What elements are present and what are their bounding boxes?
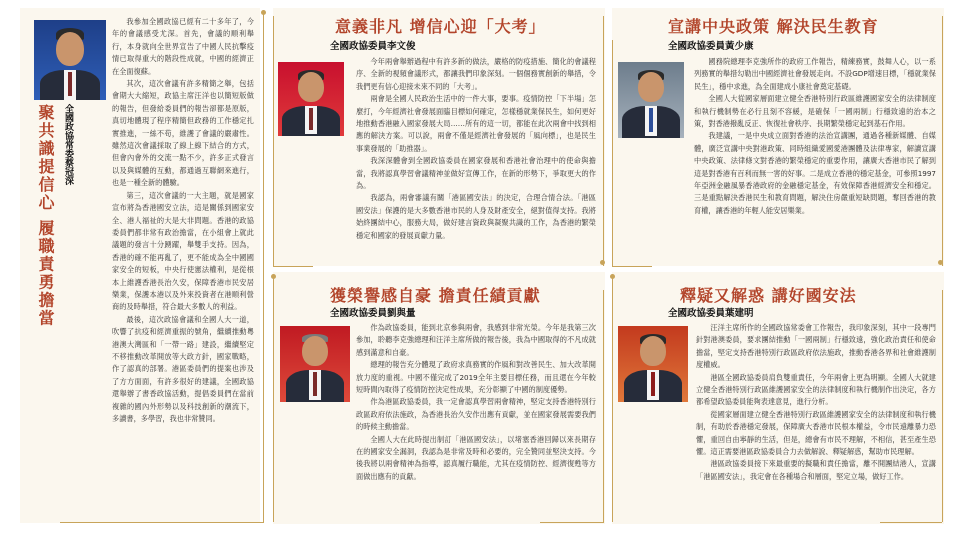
paragraph: 我參加全國政協已經有二十多年了，今年的會議感受尤深。首先，會議的順利舉行，本身就向全世界宣告了中國人民抗擊疫情已取得重大的階段性成就，中國的經濟正在全面復蘇。 [112, 17, 254, 76]
paragraph: 第三，這次會議的一大主題，就是國家宣布將為香港國安立法，這是關係到國家安全、港人福祉的大是大非問題。香港的政協委員們都非常有政治擔當，在小組會上就此議題的發言十分踴躍，舉雙手支持。因為，香港的確不能再亂了，更不能成為全中國國家安全的短板，中央行使憲法權利，是從根本上維護香港長治久安，保障香港市民安居樂業，保護本港以及外來投資者在港順利營商的及時舉措，符合最大多數人的利益。 [112, 190, 254, 312]
article-body [356, 56, 596, 254]
column-2b-frame-right [603, 290, 604, 522]
paragraph: 全國人大在此時提出制訂「港區國安法」，以堵塞香港回歸以來長期存在的國家安全漏洞，我認為是非常及時和必要的，完全贊同並堅決支持。今後我將以兩會精神為指導，認真履行職能，尤其在疫情防控、經濟復甦等方面做出應有的貢獻。 [356, 434, 596, 481]
article-body [112, 16, 254, 516]
paragraph: 我深深體會到全國政協委員在國家發展和香港社會治理中的使命與擔當，我將認真學習會議精神並做好宣傳工作，在新的形勢下，爭取更大的作為。 [356, 156, 596, 191]
article-title: 釋疑又解惑 講好國安法 [680, 286, 857, 305]
author-byline: 全國政協委員劉與量 [330, 308, 416, 319]
paragraph: 最後，這次政協會議和全國人大一道，吹響了抗疫和經濟重振的號角，繼續推動粵港澳大灣區和「一帶一路」建設，繼續堅定不移推動改革開放等大政方針，國家戰略，作了認真的部署。港區委員們的提案也涉及了方方面面，有許多很好的建議，全國政協還舉辦了書香政協活動，提倡委員們在當前複雜的國內外形勢以及科技創新的潮流下，多讀書，多學習，我也非常贊同。 [112, 314, 254, 423]
column-2a-frame-left [273, 16, 274, 266]
author-byline: 全國政協委員李文俊 [330, 41, 416, 52]
column-2a-frame-bottom [273, 266, 313, 267]
column-2b-frame-bottom [540, 522, 604, 523]
paragraph: 我認為，兩會審議有關「港區國安法」的決定，合理合情合法。「港區國安法」保護的是大多數香港市民的人身及財產安全，絕對值得支持。我將始終團結中心，服務大局，做好建言資政與凝聚共識的工作，為香港的繁榮穩定和國家的發展貢獻力量。 [356, 193, 596, 240]
article-title: 宣講中央政策 解決民生教育 [668, 17, 879, 36]
portrait-photo [618, 326, 688, 402]
column-1-frame [263, 14, 264, 522]
paragraph: 全國人大從國家層面建立健全香港特別行政區維護國家安全的法律制度和執行機制勢在必行且刻不容緩，是確保「一國兩制」行穩致遠的治本之策，對香港撥亂反正、恢復社會秩序、長期繁榮穩定起到基石作用。 [694, 94, 936, 129]
column-3a-frame-right [942, 16, 943, 266]
column-3b-frame-bottom [880, 522, 942, 523]
ornament-dot [600, 260, 605, 265]
paragraph: 國務院總理李克強所作的政府工作報告，精練務實，鼓舞人心，以一系列務實的舉措勾勒出中國經濟社會發展走向。不設GDP增速目標，「穩就業保民生」，穩中求進，為全面建成小康社會奠定基礎。 [694, 57, 936, 91]
paragraph: 從國家層面建立健全香港特別行政區維護國家安全的法律制度和執行機制，有助於香港穩定發展，保障廣大香港市民根本權益，令市民遠離暴力恐懼，重回自由寧靜的生活，但是，總會有市民不理解，不相信，甚至產生恐懼。這正需要港區政協委員合力去做解說、釋疑解惑，幫助市民理解。 [696, 409, 936, 457]
column-3b-frame-right [942, 290, 943, 522]
paragraph: 兩會是全國人民政治生活中的一件大事，要事。疫情防控「下半場」怎麼打，今年經濟社會發展面臨目標如何確定，怎樣穩就業保民生，如何更好地推動香港融入國家發展大局……所有的這一切，都能在此次兩會中找到相應的解決方案。可以說，兩會不僅是經濟社會發展的「風向標」，也是民生事業發展的「助推器」。 [356, 94, 596, 153]
ornament-dot [938, 260, 943, 265]
portrait-photo [280, 326, 350, 402]
column-3a-frame-left [612, 40, 613, 266]
portrait-photo [278, 62, 344, 136]
column-3a-frame-bottom [612, 266, 652, 267]
ornament-dot [261, 10, 266, 15]
article-body [356, 322, 596, 514]
paragraph: 總理的報告充分體現了政府求真務實的作風和對改善民生、加大改革開放力度的重視。中國不僅完成了2019全年主要目標任務，而且還在今年較短時間內取得了疫情防控決定性成果，充分彰顯了中國的制度優勢。 [356, 360, 596, 395]
paragraph: 今年兩會舉辦過程中有許多新的做法，嚴格的防疫措施、簡化的會議程序、全新的視頻會議形式，都讓我們印象深刻。一個個務實創新的舉措，令我們更有信心迎接未來不同的「大考」。 [356, 57, 596, 91]
column-1-frame-bottom [60, 522, 264, 523]
author-byline: 全國政協委員葉建明 [668, 308, 754, 319]
portrait-photo [34, 20, 106, 100]
article-body [696, 322, 936, 514]
article-title: 意義非凡 增信心迎「大考」 [335, 17, 546, 36]
column-2a-frame-right [603, 16, 604, 266]
column-2b-frame-left [273, 276, 274, 522]
paragraph: 汪洋主席所作的全國政協常委會工作報告，我印象深刻，其中一段專門針對港澳委員，要求團結推動「一國兩制」行穩致遠，強化政治責任和使命擔當，堅定支持香港特別行政區政府依法施政，推動香港各界和社會維護制度權威。 [696, 323, 936, 370]
author-byline: 全國政協常委蔡冠深 [63, 104, 73, 185]
paragraph: 港區政協委員接下來最重要的擬職和責任擔當，離不開團結港人，宣講「港區國安法」，我定會在各種場合和層面，堅定立場，做好工作。 [696, 459, 936, 481]
ornament-dot [271, 274, 276, 279]
paragraph: 港區全國政協委員肩負雙重責任，今年兩會上更為明顯。全國人大就建立健全香港特別行政區維護國家安全的法律制度和執行機制作出決定，各方都希望政協委員能夠表達意見，進行分析。 [696, 372, 936, 407]
column-3b-frame-left [612, 276, 613, 522]
ornament-dot [610, 274, 615, 279]
author-byline: 全國政協委員黃少康 [668, 41, 754, 52]
paragraph: 我建議，一是中央成立面對香港的法治宣講團，通過各種新媒體、自媒體，廣泛宣講中央對港政策、同時組織愛國愛港團體及法律專家，解讀宣講中央政策、法律條文對香港的繁榮穩定的重要作用，讓廣大香港市民了解到這是對香港有百利而無一害的好事。二是成立香港的穩定基金，可參照1997年亞洲金融風暴香港政府的金融穩定基金，有效保障香港經濟安全和穩定。三是重點解決香港民生和教育問題，解決住房嚴重短缺問題，奪回香港的教育權，讓香港的年輕人能安居樂業。 [694, 131, 936, 215]
article-title: 聚共識提信心 履職責勇擔當 [36, 104, 55, 328]
paragraph: 其次，這次會議有許多精簡之舉，包括會期大大縮短，政協主席汪洋也以簡短版做的報告，但發給委員們的報告卻都是原版，真切地體現了程序精簡但政務的工作穩定扎實推進，一絲不苟，維護了會議的嚴肅性。雖然這次會議採取了線上線下結合的方式，但會內會外的交流一點不少，許多正式發言以及與媒體的互動，都通過互聯網來進行，也是一種全新的體驗。 [112, 79, 254, 188]
paragraph: 作為港區政協委員，我一定會認真學習兩會精神，堅定支持香港特別行政區政府依法施政，為香港長治久安作出應有貢獻，並在國家發展需要我們的時候主動擔當。 [356, 397, 596, 432]
article-body [694, 56, 936, 254]
article-title: 獲榮譽感自豪 擔責任績貢獻 [330, 286, 541, 305]
portrait-photo [618, 62, 684, 138]
paragraph: 作為政協委員，能到北京參與兩會，我感到非常光榮。今年是我第三次參加，聆聽李克強總理和汪洋主席所做的報告後，我為中國取得的不凡成就感到滿意和自豪。 [356, 323, 596, 357]
